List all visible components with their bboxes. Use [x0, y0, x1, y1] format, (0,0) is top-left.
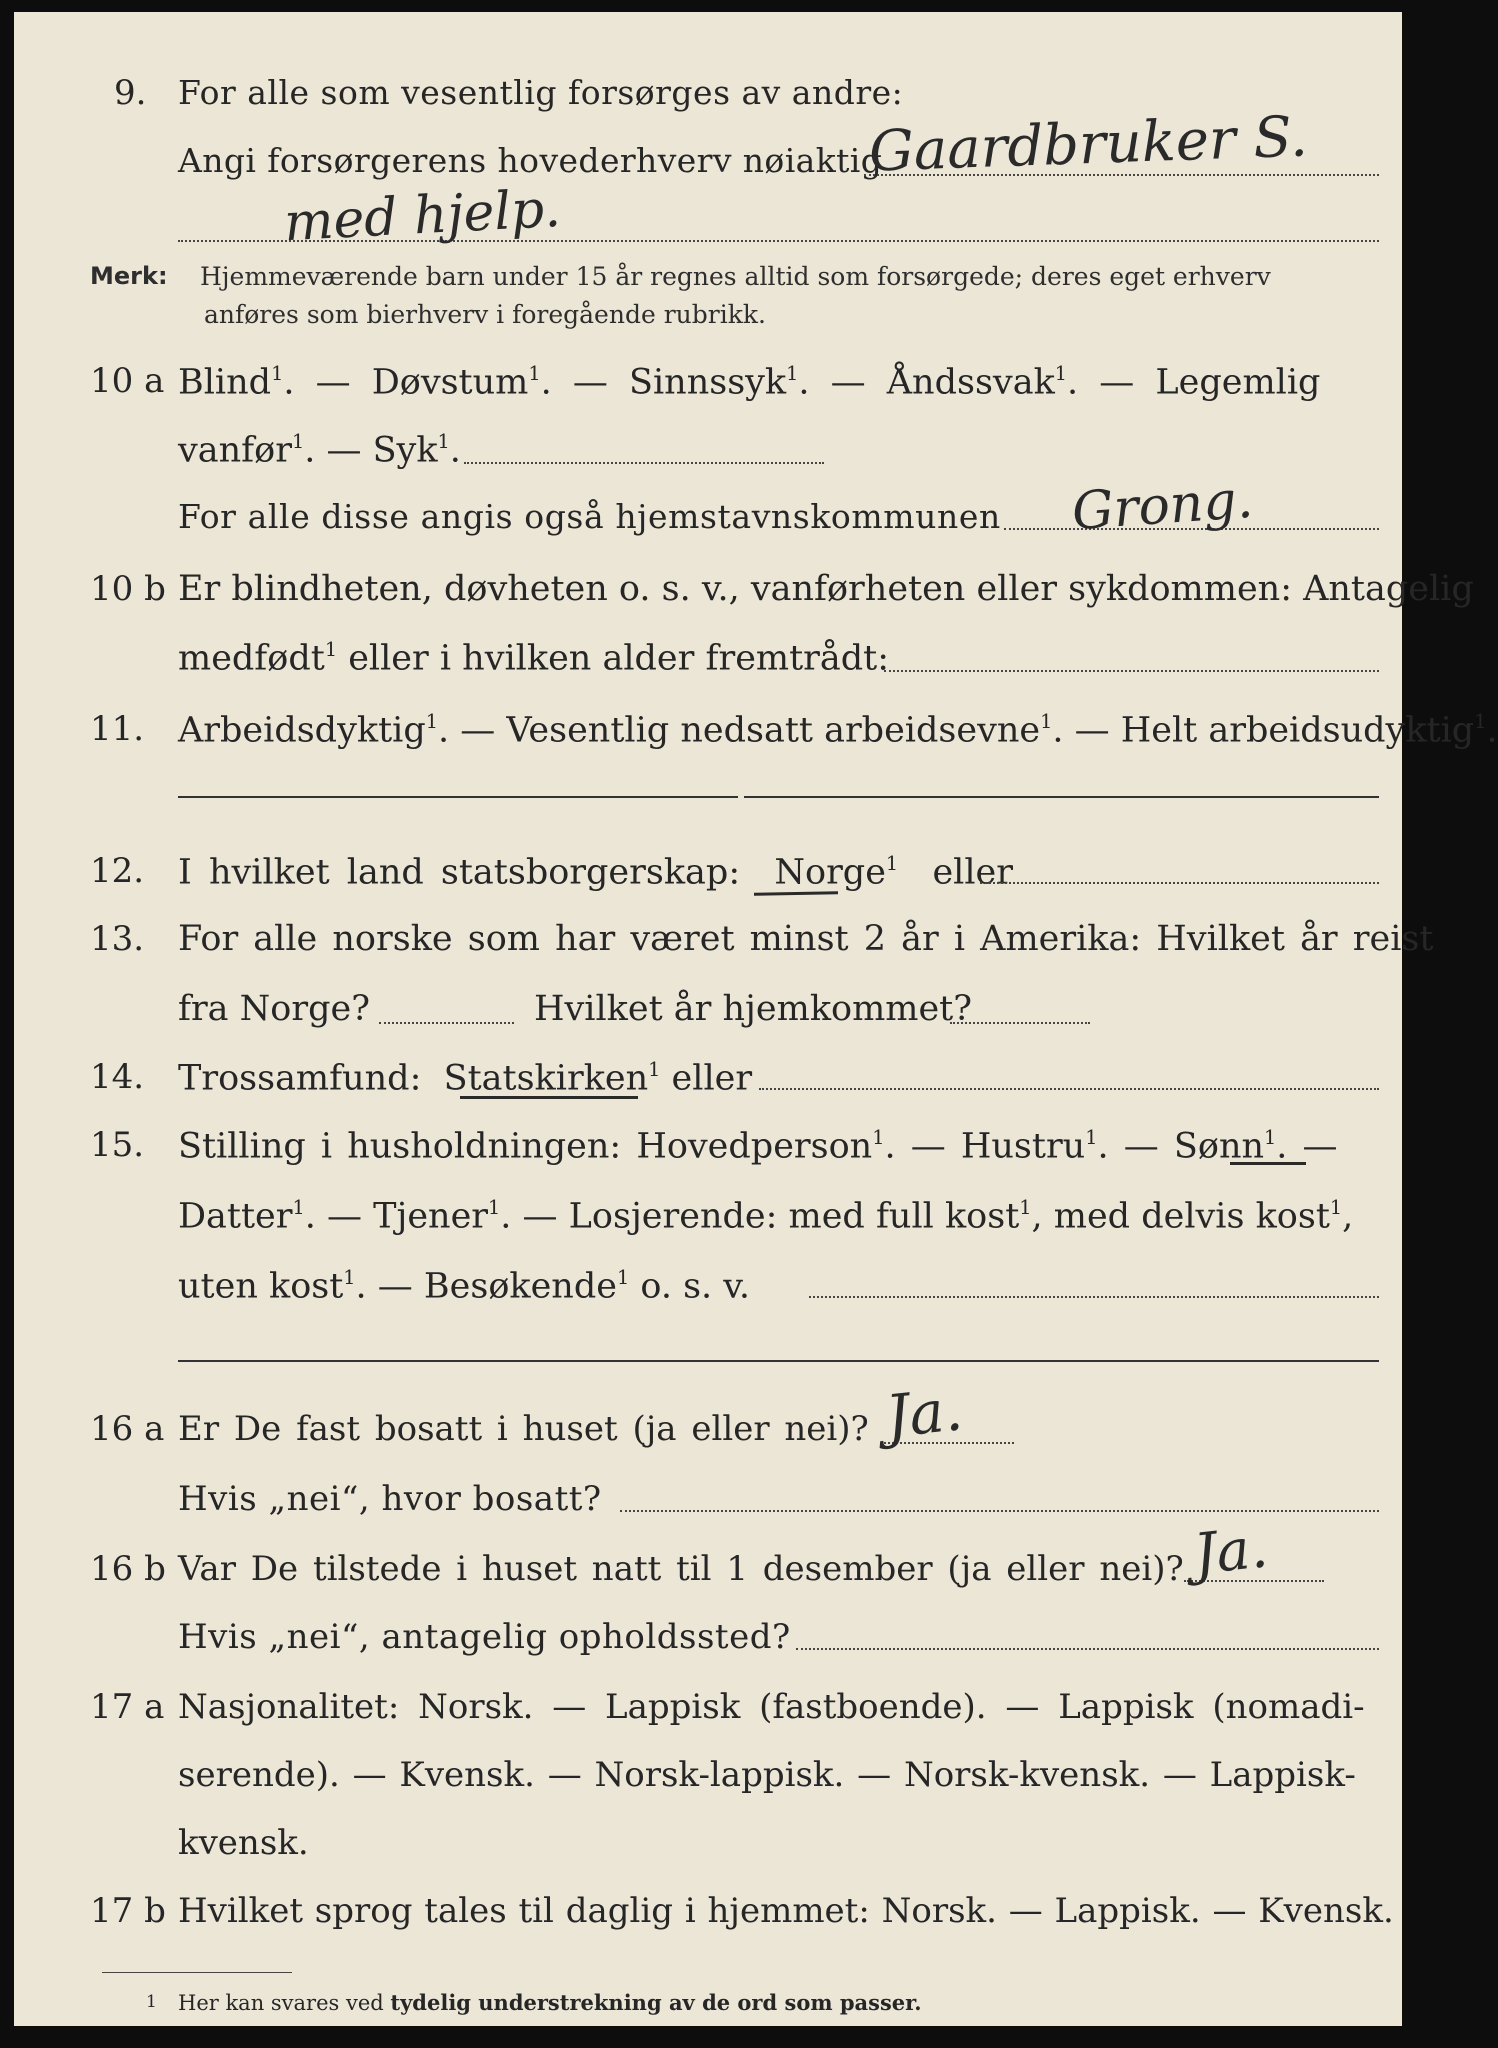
q10a-blind: Blind: [178, 362, 272, 403]
sup-mark: 1: [291, 430, 305, 453]
sup-mark: 1: [616, 1266, 630, 1289]
q13-line2-a: fra Norge?: [178, 989, 370, 1029]
q15-datter: Datter: [178, 1196, 293, 1237]
sup-mark: 1: [437, 430, 450, 453]
q16b-opholdssted-line: [796, 1648, 1379, 1650]
q10b-medfodt: medfødt: [178, 638, 325, 679]
q15-osv: o. s. v.: [629, 1266, 751, 1307]
q17b-line1: Hvilket sprog tales til daglig i hjemmet: Norsk. — Lappisk. — Kvensk.: [178, 1891, 1394, 1931]
sup-mark: 1: [271, 362, 284, 385]
q10a-dovstum: . — Døvstum: [283, 362, 529, 403]
q15-dash2: . —: [1276, 1126, 1338, 1167]
q9-handwritten-answer2: med hjelp.: [282, 178, 563, 254]
q16a-handwritten-answer: Ja.: [882, 1375, 966, 1451]
q9-handwritten-answer1: Gaardbruker S.: [867, 104, 1309, 185]
q9-number: 9.: [114, 73, 147, 113]
q17a-line1: Nasjonalitet: Norsk. — Lappisk (fastboende). — Lappisk (nomadi-: [178, 1687, 1365, 1727]
q15-comma: ,: [1342, 1196, 1354, 1237]
q16b-line1: Var De tilstede i huset natt til 1 desember (ja eller nei)?: [178, 1549, 1184, 1589]
q15-answer-line-2: [178, 1360, 1379, 1362]
q10a-line3: For alle disse angis også hjemstavnskommunen: [178, 497, 1001, 536]
q15-line1: [178, 1126, 1338, 1167]
sup-mark: 1: [1040, 710, 1053, 733]
q12-question: I hvilket land statsborgerskap:: [178, 852, 741, 893]
q15-besokende: . — Besøkende: [355, 1266, 617, 1307]
q14-answer-line: [759, 1088, 1379, 1090]
q10a-sinnssyk: . — Sinnssyk: [540, 362, 787, 403]
sup-mark: 1: [1264, 1126, 1277, 1149]
q15-sonn: Sønn: [1173, 1126, 1265, 1167]
q13-line1: For alle norske som har været minst 2 år i Amerika: Hvilket år reist: [178, 919, 1434, 959]
q9-line2: Angi forsørgerens hovederhverv nøiaktig: [178, 141, 883, 180]
q11-nedsatt: . — Vesentlig nedsatt arbeidsevne: [437, 710, 1041, 751]
q15-hustru: . — Hustru: [884, 1126, 1086, 1167]
q11-period: .: [1486, 710, 1498, 751]
q10b-line2: [178, 638, 890, 679]
q14-statskirken: Statskirken: [443, 1058, 649, 1099]
q10a-vanfor: vanfør: [178, 430, 292, 471]
footnote-divider: [102, 1972, 292, 1973]
q15-tjener: . — Tjener: [304, 1196, 489, 1237]
q10b-number: 10 b: [90, 569, 166, 609]
q11-arbeidsdyktig: Arbeidsdyktig: [178, 710, 426, 751]
q10a-syk: . — Syk: [304, 430, 438, 471]
q13-hjemkommet-line: [950, 1022, 1090, 1024]
q15-answer-line: [809, 1296, 1379, 1298]
sup-mark: 1: [343, 1266, 356, 1289]
sup-mark: 1: [292, 1196, 305, 1219]
q10a-number: 10 a: [90, 361, 165, 401]
footnote-text: [178, 1992, 922, 2014]
q11-answer-line-b: [744, 796, 1379, 798]
sup-mark: 1: [1085, 1126, 1098, 1149]
q16a-bosatt-line: [620, 1510, 1379, 1512]
q12-norge-underline: [754, 891, 838, 895]
q15-sonn-underline: [1230, 1162, 1306, 1165]
q11-answer-line-a: [178, 796, 738, 798]
q14-question: Trossamfund:: [178, 1058, 422, 1099]
q16a-line1: Er De fast bosatt i huset (ja eller nei)?: [178, 1409, 869, 1449]
footnote-mark: 1: [146, 1992, 157, 2012]
merk-line2: anføres som bierhverv i foregående rubrikk.: [204, 300, 766, 329]
q10a-line2: [178, 430, 461, 471]
q15-line3: [178, 1266, 751, 1307]
q14-statskirken-underline: [460, 1096, 638, 1099]
footnote-text-a: Her kan svares ved: [178, 1991, 391, 2015]
q10a-period: .: [449, 430, 461, 471]
q13-number: 13.: [90, 919, 145, 959]
sup-mark: 1: [648, 1058, 661, 1081]
q10a-handwritten-answer: Grong.: [1070, 469, 1255, 543]
q17b-number: 17 b: [90, 1891, 166, 1931]
sup-mark: 1: [425, 710, 438, 733]
q15-full-kost: . — Losjerende: med full kost: [500, 1196, 1020, 1237]
q10a-syk-line: [464, 462, 824, 464]
footnote-text-c: av de ord som passer.: [661, 1990, 922, 2015]
q11-udyktig: . — Helt arbeidsudyktig: [1052, 710, 1475, 751]
q10b-alder: eller i hvilken alder fremtrådt:: [337, 638, 890, 679]
q15-line2: [178, 1196, 1354, 1237]
sup-mark: 1: [1329, 1196, 1343, 1219]
sup-mark: 1: [324, 638, 338, 661]
q14-number: 14.: [90, 1057, 145, 1097]
q15-number: 15.: [90, 1125, 145, 1165]
q11-number: 11.: [90, 709, 145, 749]
q12-eller: eller: [932, 852, 1013, 893]
q12-answer-line: [980, 882, 1379, 884]
footnote-emphasis: tydelig understrekning: [390, 1990, 662, 2015]
q15-uten-kost: uten kost: [178, 1266, 344, 1307]
q11-line: [178, 710, 1498, 751]
sup-mark: 1: [1474, 710, 1487, 733]
q14-line: [178, 1058, 753, 1099]
q9-line1: For alle som vesentlig forsørges av andre:: [178, 73, 904, 112]
q15-delvis-kost: , med delvis kost: [1031, 1196, 1330, 1237]
q10a-line1: [178, 362, 1321, 403]
sup-mark: 1: [1054, 362, 1068, 385]
q17a-number: 17 a: [90, 1687, 165, 1727]
q16b-handwritten-answer: Ja.: [1190, 1515, 1271, 1588]
census-form-page: [14, 12, 1498, 2026]
q17a-line2: serende). — Kvensk. — Norsk-lappisk. — Norsk-kvensk. — Lappisk-: [178, 1755, 1356, 1795]
sup-mark: 1: [786, 362, 799, 385]
q12-norge: Norge: [774, 852, 886, 893]
q10b-answer-line: [884, 670, 1379, 672]
sup-mark: 1: [1019, 1196, 1032, 1219]
q12-line: [178, 852, 1013, 893]
q17a-line3: kvensk.: [178, 1823, 309, 1863]
q10a-legemlig: . — Legemlig: [1067, 362, 1321, 403]
q16a-line2: Hvis „nei“, hvor bosatt?: [178, 1479, 602, 1519]
sup-mark: 1: [872, 1126, 885, 1149]
q16b-number: 16 b: [90, 1549, 166, 1589]
sup-mark: 1: [885, 852, 899, 875]
q16a-number: 16 a: [90, 1409, 165, 1449]
sup-mark: 1: [528, 362, 541, 385]
q16b-line2: Hvis „nei“, antagelig opholdssted?: [178, 1617, 791, 1657]
q13-line2-b: Hvilket år hjemkommet?: [534, 989, 973, 1029]
merk-line1: Hjemmeværende barn under 15 år regnes alltid som forsørgede; deres eget erhverv: [200, 262, 1271, 291]
q13-reist-line: [379, 1022, 514, 1024]
q10a-andssvak: . — Åndssvak: [798, 362, 1055, 403]
q15-hovedperson: Stilling i husholdningen: Hovedperson: [178, 1126, 873, 1167]
q14-eller: eller: [671, 1058, 753, 1099]
sup-mark: 1: [488, 1196, 501, 1219]
q12-number: 12.: [90, 851, 145, 891]
q10b-line1: Er blindheten, døvheten o. s. v., vanførheten eller sykdommen: Antagelig: [178, 569, 1474, 609]
merk-label: Merk:: [90, 262, 168, 290]
q15-dash1: . —: [1097, 1126, 1159, 1167]
